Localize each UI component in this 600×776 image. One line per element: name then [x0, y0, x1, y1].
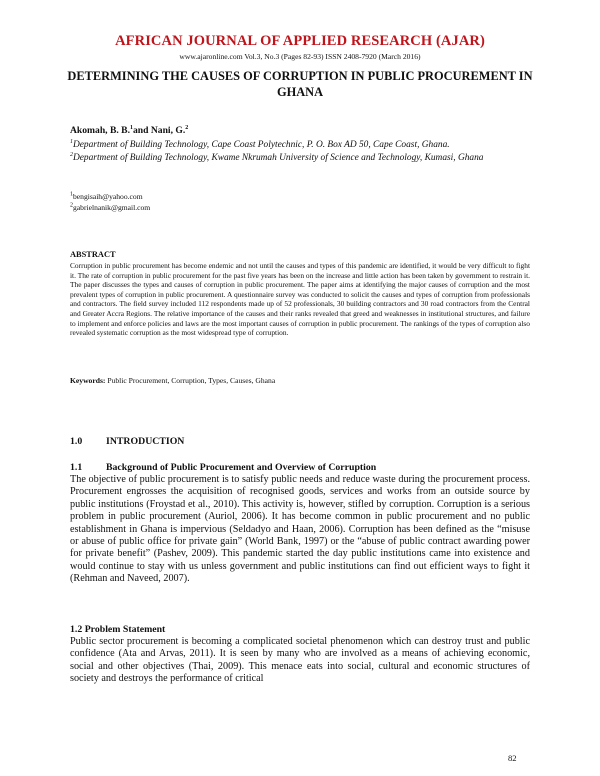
affiliation-2: $^2$Department of Building Technology, Kwame Nkrumah University of Science and Technology, Kumasi, Ghana [70, 151, 484, 163]
affiliation-1: $^1$Department of Building Technology, Cape Coast Polytechnic, P. O. Box AD 50, Cape Coast, Ghana. [70, 138, 450, 150]
abstract-heading: ABSTRACT [70, 250, 116, 259]
author-2-sup: 2 [185, 124, 189, 131]
author-2: and Nani, G. [132, 125, 186, 136]
email-2: $^2$gabrielnanik@gmail.com [70, 201, 151, 212]
section-1-1-number: 1.1 [70, 462, 83, 473]
abstract-text: Corruption in public procurement has become endemic and not until the causes and types of this pandemic are identified, it would be very difficult to fight it. The rate of corruption in public procurement for the past five years has been on the increase and little action has been taken by government to restrain it. The paper discusses the types and causes of corruption in public procurement. The paper aims at identifying the major causes of corruption and the most prevalent types of corruption in public procurement. A questionnaire survey was conducted to solicit the causes and types of corruption from professionals and contractors. The field survey included 112 respondents made up of 52 professionals, 30 building contractors and 30 road contractors from the Central and Greater Accra Regions. The relative importance of the causes and their ranks revealed that greed and weaknesses in institutional structures, and failure to implement and enforce policies and laws are the most important causes of corruption in public procurement. The rankings of the types of corruption also revealed systematic corruption as the most widespread type of corruption. [70, 261, 530, 338]
paper-title: DETERMINING THE CAUSES OF CORRUPTION IN PUBLIC PROCUREMENT IN GHANA [67, 69, 533, 99]
keywords-text: Public Procurement, Corruption, Types, Causes, Ghana [107, 376, 276, 385]
authors [70, 125, 188, 136]
journal-meta: www.ajaronline.com Vol.3, No.3 (Pages 82-93) ISSN 2408-7920 (March 2016) [179, 52, 421, 61]
section-1-2-text: Public sector procurement is becoming a complicated societal phenomenon which can destroy trust and public confidence (Ata and Arvas, 2011). It is seen by many who are involved as a means of achieving economic, social and other objectives (Thai, 2009). This menace eats into social, cultural and economic structures of society and destroys the performance of critical [70, 636, 530, 685]
author-1-sup: 1 [129, 124, 133, 131]
page-number: 82 [508, 753, 517, 763]
section-1-1-title: Background of Public Procurement and Overview of Corruption [106, 462, 377, 473]
section-1-title: INTRODUCTION [106, 436, 185, 447]
author-1: Akomah, B. B. [70, 125, 130, 136]
section-1-2-title: 1.2 Problem Statement [70, 624, 166, 635]
section-1-1-text: The objective of public procurement is to satisfy public needs and reduce waste during the procurement process. Procurement engrosses the acquisition of recognised goods, services and works from an outside source by public institutions (Froystad et al., 2010). This activity is, however, stifled by corruption. Corruption is a serious problem in public procurement (Auriol, 2006). It has become common in public procurement and no public establishment in Ghana is impervious (Seldadyo and Haan, 2006). Corruption has been defined as the “misuse or abuse of public office for private gain” (World Bank, 1997) or the “abuse of public contract awarding power for private benefit” (Pashev, 2009). This pandemic started the day public institutions came into existence and would continue to stay with us unless government and public institutions can find out efficient ways to fight it (Rehman and Naveed, 2007). [70, 474, 530, 585]
keywords [70, 376, 275, 385]
journal-title: AFRICAN JOURNAL OF APPLIED RESEARCH (AJAR) [115, 33, 485, 49]
email-1: $^1$bengisaih@yahoo.com [70, 191, 143, 201]
section-1-number: 1.0 [70, 436, 83, 447]
emails [70, 192, 150, 213]
keywords-label: Keywords: [70, 376, 106, 385]
affiliations [70, 139, 530, 164]
